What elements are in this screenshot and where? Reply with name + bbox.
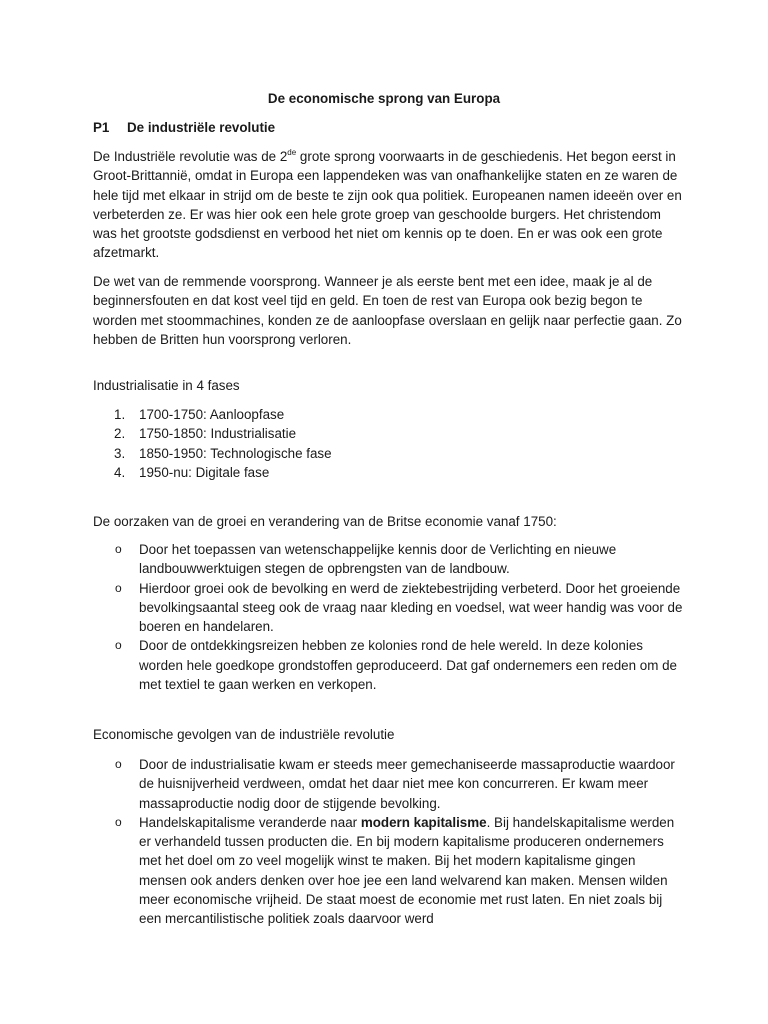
phases-list [93,405,683,483]
intro-superscript: de [287,148,297,157]
list-item [93,424,683,443]
bold-term: modern kapitalisme [360,814,487,830]
bullet-icon: o [115,638,122,653]
page-title: De economische sprong van Europa [267,91,501,106]
cause-text: Door de ontdekkingsreizen hebben ze kolonies rond de hele wereld. In deze kolonies worden hele goedkope grondstoffen geproduceerd. Dat gaf ondernemers een reden om de met textiel te gaan werken en verkopen. [139,638,677,693]
phase-text: 1950-nu: Digitale fase [139,465,270,481]
list-number: 4. [114,465,126,481]
list-item [93,405,683,424]
list-number: 2. [114,426,126,442]
effect-text-rest: . Bij handelskapitalisme werden er verhandeld tussen producten die. En bij modern kapitalisme produceren ondernemers met het doel om zo veel mogelijk winst te maken. Bij het modern kapitalisme gingen mensen ook anders denken over hoe jee een land welvarend kan maken. Mensen wilden meer economische vrijheid. De staat moest de economie met rust laten. En niet zoals bij een mercantilistische politiek zoals daarvoor werd [139,814,675,927]
remmende-text: De wet van de remmende voorsprong. Wanneer je als eerste bent met een idee, maak je al de beginnersfouten en dat kost veel tijd en geld. En toen de rest van Europa ook bezig begon te worden met stoommachines, konden ze de aanloopfase overslaan en gelijk naar perfectie gaan. Zo hebben de Britten hun voorsprong verloren. [93,274,682,347]
list-item [93,444,683,463]
effects-heading: Economische gevolgen van de industriële revolutie [93,727,395,742]
list-item [93,636,683,694]
bullet-icon: o [115,542,122,556]
list-item [93,463,683,482]
section-heading [93,118,275,137]
effect-text-start: Handelskapitalisme veranderde naar [139,814,361,830]
list-item [93,813,683,929]
intro-text-rest: grote sprong voorwaarts in de geschiedenis. Het begon eerst in Groot-Brittannië, omdat in Europa een lappendeken was van onafhankelijke staten en ze waren de hele tijd met elkaar in strijd om de beste te zijn ook qua politiek. Europeanen namen ideeën over en verbeterden ze. Er was hier ook een hele grote groep van geschoolde burgers. Het christendom was het grootste godsdienst en verbood het niet om kennis op te doen. En er was ook een grote afzetmarkt. [93,149,682,261]
bullet-icon: o [115,814,122,829]
list-item [93,540,683,579]
list-item [93,579,683,637]
bullet-icon: o [115,580,122,595]
section-title: De industriële revolutie [127,120,276,135]
intro-text-start: De Industriële revolutie was de 2 [93,149,288,164]
cause-text: Door het toepassen van wetenschappelijke kennis door de Verlichting en nieuwe landbouwwerktuigen stegen de opbrengsten van de landbouw. [139,542,617,577]
cause-text: Hierdoor groei ook de bevolking en werd de ziektebestrijding verbeterd. Door het groeiende bevolkingsaantal steeg ook de vraag naar kleding en voedsel, wat weer handig was voor de boeren en handelaren. [139,580,683,635]
phase-text: 1850-1950: Technologische fase [139,445,332,461]
causes-list [93,540,683,694]
list-item [93,755,683,813]
effects-list [93,755,683,929]
bullet-icon: o [115,757,122,771]
phase-text: 1750-1850: Industrialisatie [139,426,297,442]
remmende-voorsprong-paragraph [93,272,683,349]
effect-text: Door de industrialisatie kwam er steeds meer gemechaniseerde massaproductie waardoor de huisnijverheid verdween, omdat het daar niet mee kon concurreren. Er kwam meer massaproductie nodig door de stijgende bevolking. [139,757,675,811]
section-number: P1 [93,120,110,135]
list-number: 3. [114,445,126,461]
list-number: 1. [114,407,126,422]
phases-heading: Industrialisatie in 4 fases [93,378,240,393]
causes-heading: De oorzaken van de groei en verandering van de Britse economie vanaf 1750: [93,514,557,529]
phase-text: 1700-1750: Aanloopfase [139,407,285,422]
intro-paragraph [93,147,683,263]
